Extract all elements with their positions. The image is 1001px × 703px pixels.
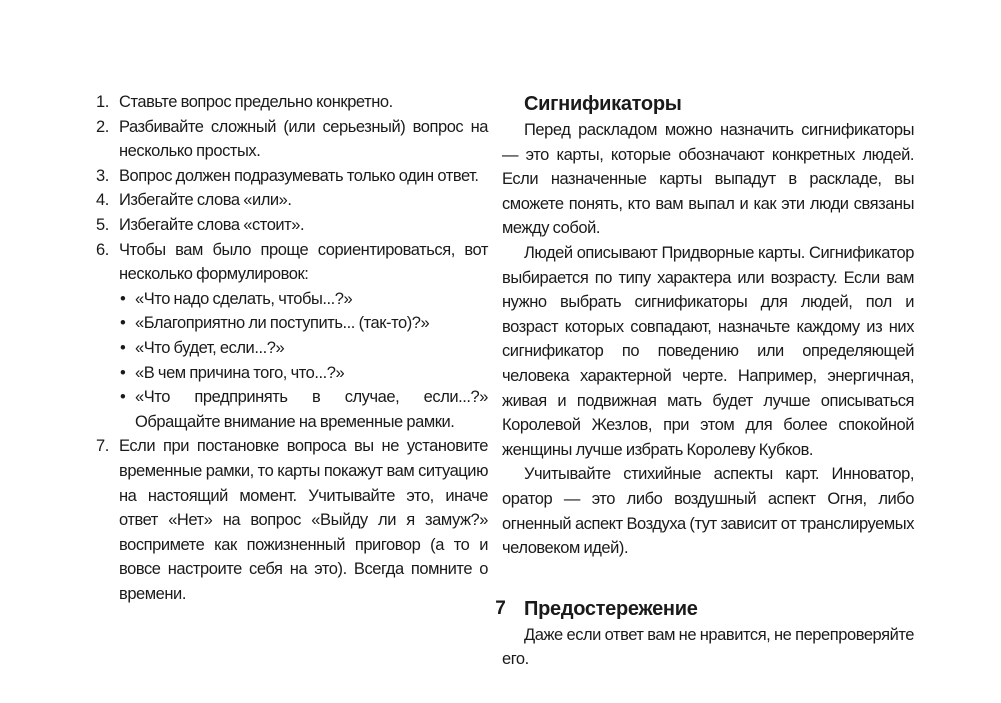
item-text: Вопрос должен подразумевать только один ответ. (119, 166, 479, 185)
item-number: 2. (96, 117, 109, 136)
bullet-icon: • (120, 388, 126, 407)
bullet-icon: • (120, 289, 126, 308)
significators-paragraph-2: Людей описывают Придворные карты. Сигнификатор выбирается по типу характера или возрасту. Если вам нужно выбрать сигнификаторы для людей, пол и возраст которых совпадают, назначьте каждому из них сигнификатор по поведению или определяющей человека характерной черте. Например, энергичная, живая и подвижная мать будет лучше описываться Королевой Жезлов, при этом для более спокойной женщины лучше избрать Королеву Кубков. (502, 243, 914, 459)
sub-item-text: «Что надо сделать, чтобы...?» (135, 289, 353, 308)
sub-item-text: «Благоприятно ли поступить... (так-то)?» (135, 314, 430, 333)
item-number: 6. (96, 240, 109, 259)
item-text: Разбивайте сложный (или серьезный) вопрос на несколько простых. (119, 117, 488, 161)
left-column (96, 90, 488, 606)
item-text: Если при постановке вопроса вы не установите временные рамки, то карты покажут вам ситуацию на настоящий момент. Учитывайте это, иначе ответ «Нет» на вопрос «Выйду ли я замуж?» воспримете как пожизненный приговор (а то и вовсе настроите себя на это). Всегда помните о времени. (119, 437, 488, 603)
list-item (96, 434, 488, 606)
sub-item-text: «В чем причина того, что...?» (135, 363, 345, 382)
page-number: 7 (495, 598, 506, 619)
bullet-icon: • (120, 363, 126, 382)
sub-item-text: «Что предпринять в случае, если...?» Обращайте внимание на временные рамки. (135, 388, 488, 431)
bullet-icon: • (120, 338, 126, 357)
sub-list-item (119, 385, 488, 434)
list-item (96, 115, 488, 164)
item-number: 1. (96, 93, 109, 111)
caveat-paragraph: Даже если ответ вам не нравится, не перепроверяйте его. (502, 625, 914, 669)
example-phrasings-list (119, 287, 488, 435)
sub-list-item (119, 336, 488, 361)
sub-item-text: «Что будет, если...?» (135, 338, 285, 357)
list-item (96, 238, 488, 435)
item-text: Избегайте слова «стоит». (119, 215, 305, 234)
tips-list (96, 90, 488, 606)
list-item (96, 188, 488, 213)
item-text: Избегайте слова «или». (119, 191, 292, 210)
item-text: Ставьте вопрос предельно конкретно. (119, 93, 393, 111)
item-text: Чтобы вам было проще сориентироваться, вот несколько формулировок: (119, 240, 488, 284)
significators-paragraph-3: Учитывайте стихийные аспекты карт. Инноватор, оратор — это либо воздушный аспект Огня, либо огненный аспект Воздуха (тут зависит от транслируемых человеком идей). (502, 465, 914, 558)
significators-paragraph-1: Перед раскладом можно назначить сигнификаторы — это карты, которые обозначают конкретных людей. Если назначенные карты выпадут в раскладе, вы сможете понять, кто вам выпал и как эти люди связаны между собой. (502, 121, 914, 238)
item-number: 4. (96, 191, 109, 210)
list-item (96, 90, 488, 115)
bullet-icon: • (120, 314, 126, 333)
item-number: 7. (96, 437, 109, 456)
item-number: 5. (96, 215, 109, 234)
sub-list-item (119, 311, 488, 336)
sub-list-item (119, 287, 488, 312)
list-item (96, 164, 488, 189)
list-item (96, 213, 488, 238)
right-column (502, 90, 914, 672)
sub-list-item (119, 361, 488, 386)
caveat-heading: Предостережение (524, 597, 698, 620)
item-number: 3. (96, 166, 109, 185)
significators-heading: Сигнификаторы (524, 93, 682, 115)
